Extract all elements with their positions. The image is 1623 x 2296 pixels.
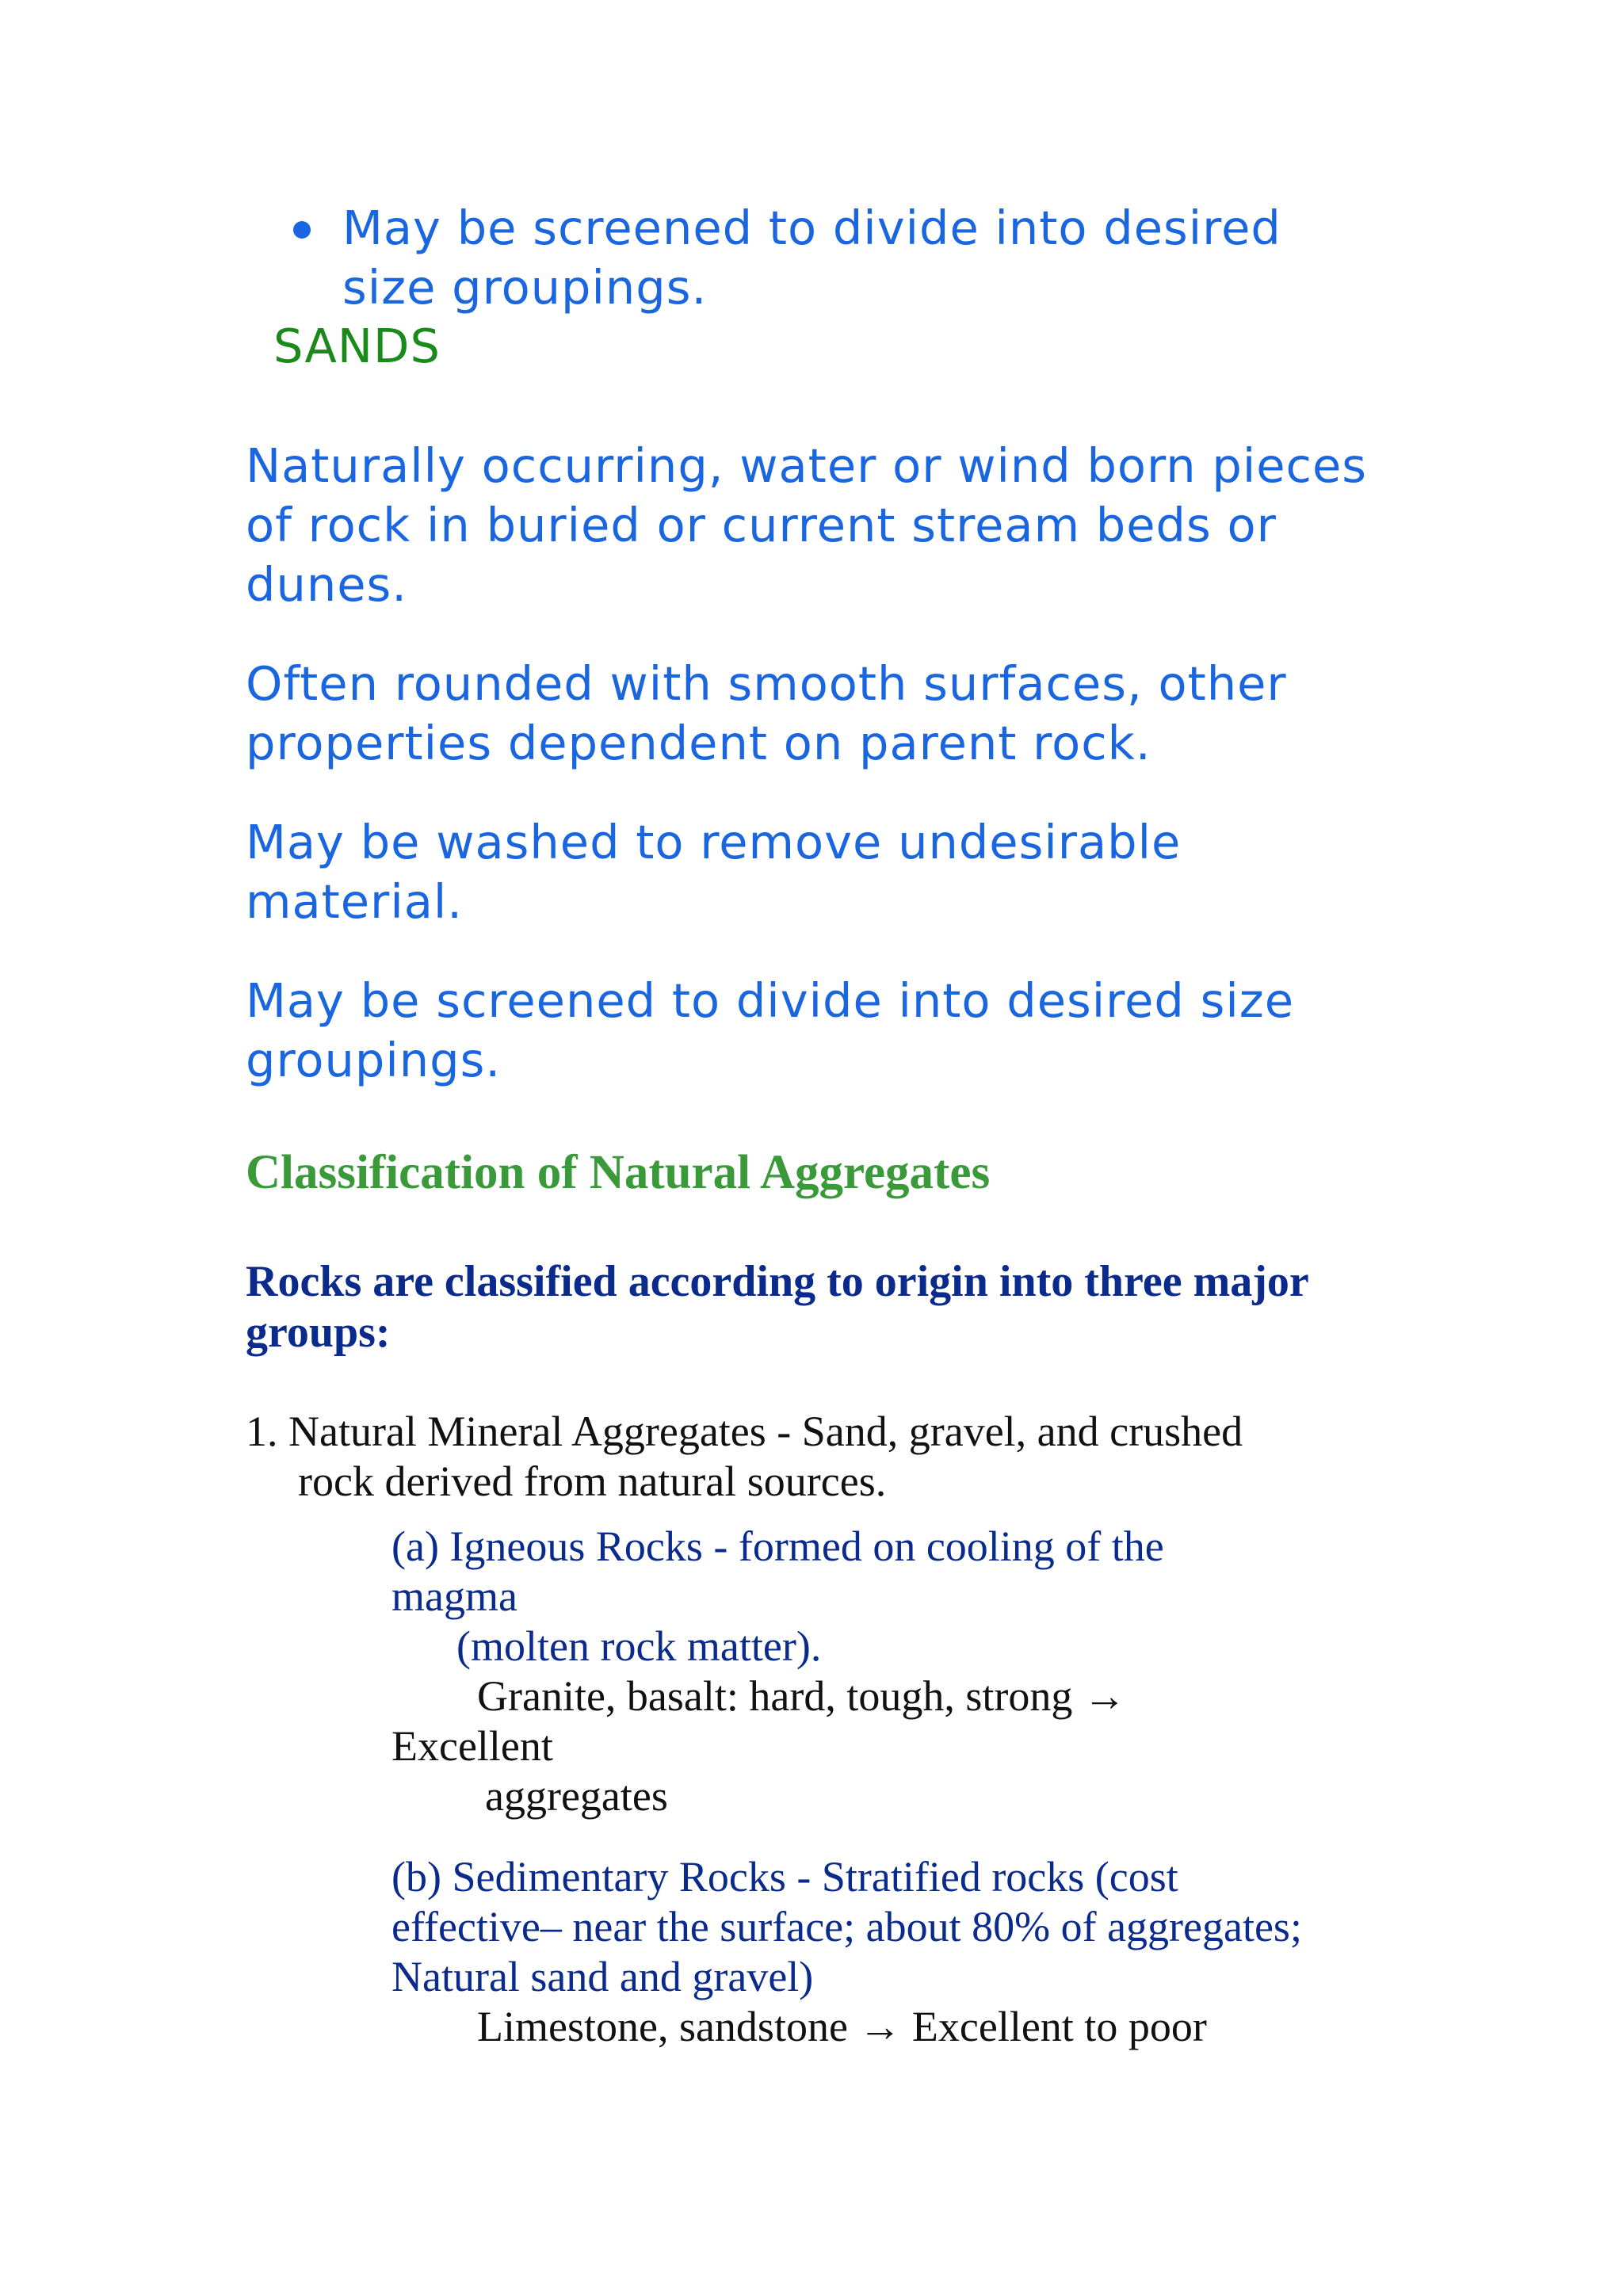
- rocks-classification-heading: Rocks are classified according to origin into three major groups:: [246, 1257, 1308, 1357]
- igneous-line2: (molten rock matter).: [456, 1622, 822, 1670]
- sands-paragraph-shape: Often rounded with smooth surfaces, other properties dependent on parent rock.: [246, 656, 1287, 770]
- igneous-example-line1: Granite, basalt: hard, tough, strong → Excellent: [391, 1672, 1126, 1770]
- igneous-example-line2: aggregates: [485, 1772, 668, 1820]
- sedimentary-rocks-section: [391, 1852, 1327, 2052]
- sedimentary-text: (b) Sedimentary Rocks - Stratified rocks (cost effective– near the surface; about 80% of aggregates; Natural sand and gravel): [391, 1853, 1302, 2000]
- sands-heading: SANDS: [273, 319, 441, 373]
- item1-line1: 1. Natural Mineral Aggregates - Sand, gravel, and crushed: [246, 1408, 1243, 1455]
- sedimentary-example: Limestone, sandstone → Excellent to poor: [477, 2003, 1207, 2050]
- item1-line2: rock derived from natural sources.: [298, 1457, 887, 1505]
- sands-paragraph-washing: May be washed to remove undesirable material.: [246, 815, 1182, 929]
- sands-paragraph-screening: May be screened to divide into desired size groupings.: [246, 973, 1295, 1087]
- sands-paragraph-origin: Naturally occurring, water or wind born pieces of rock in buried or current stream beds or dunes.: [246, 438, 1368, 612]
- classification-title: Classification of Natural Aggregates: [246, 1146, 991, 1199]
- igneous-rocks-section: [391, 1522, 1295, 1821]
- bullet-list-item: [293, 198, 1363, 317]
- igneous-line1: (a) Igneous Rocks - formed on cooling of the magma: [391, 1522, 1164, 1620]
- igneous-example: [391, 1671, 1295, 1821]
- natural-mineral-aggregates-item: [246, 1407, 1395, 1507]
- bullet-text: May be screened to divide into desired size groupings.: [342, 201, 1281, 315]
- bullet-icon: [293, 221, 311, 239]
